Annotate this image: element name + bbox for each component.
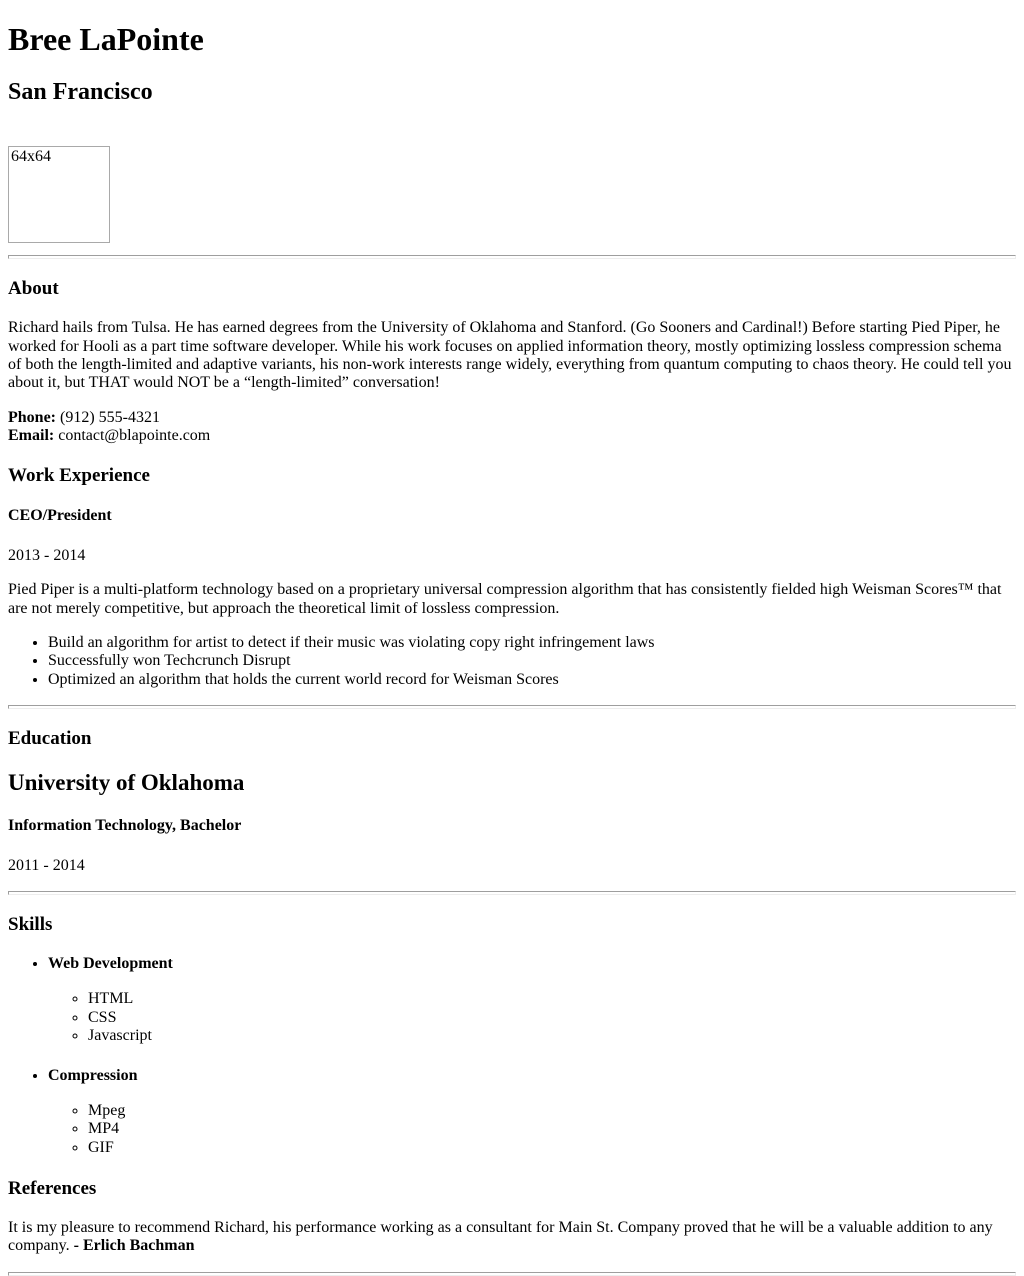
education-dates: 2011 - 2014	[8, 856, 85, 874]
highlight-item: • Optimized an algorithm that holds the current world record for Weisman Scores	[48, 671, 1016, 689]
skill-keyword: ◦ Mpeg	[88, 1102, 1016, 1120]
phone-value: (912) 555-4321	[60, 408, 160, 426]
skill-group	[48, 955, 1016, 1046]
skill-group-name: • Web Development	[48, 955, 173, 973]
skill-keyword: ◦ GIF	[88, 1139, 1016, 1157]
avatar: 64x64	[8, 146, 110, 243]
location-heading: San Francisco	[8, 78, 153, 105]
skill-keywords-list	[48, 990, 1016, 1045]
skill-group	[48, 1067, 1016, 1158]
skill-group-name: • Compression	[48, 1066, 138, 1084]
contact-block	[8, 409, 1016, 446]
divider	[8, 1272, 1016, 1276]
skill-keyword: ◦ CSS	[88, 1009, 1016, 1027]
resume-document	[8, 21, 1016, 1276]
skill-keyword: ◦ Javascript	[88, 1027, 1016, 1045]
job-summary: Pied Piper is a multi-platform technology based on a proprietary universal compression algorithm that has consistently fielded high Weisman Scores™ that are not merely competitive, but approach the theoretical limit of lossless compression.	[8, 581, 1002, 617]
divider	[8, 705, 1016, 709]
divider	[8, 891, 1016, 895]
skill-keyword: ◦ MP4	[88, 1120, 1016, 1138]
reference-attribution: - Erlich Bachman	[73, 1237, 195, 1255]
skill-keyword: ◦ HTML	[88, 990, 1016, 1008]
job-highlights-list	[8, 634, 1016, 689]
reference-text	[8, 1219, 1016, 1256]
references-heading: References	[8, 1178, 97, 1200]
highlight-item: • Successfully won Techcrunch Disrupt	[48, 652, 1016, 670]
highlight-item: • Build an algorithm for artist to detect if their music was violating copy right infringement laws	[48, 634, 1016, 652]
reference-quote: It is my pleasure to recommend Richard, his performance working as a consultant for Main St. Company proved that he will be a valuable addition to any company.	[8, 1219, 993, 1255]
skills-heading: Skills	[8, 914, 53, 936]
education-heading: Education	[8, 728, 92, 750]
skills-list	[8, 955, 1016, 1157]
skill-keywords-list	[48, 1102, 1016, 1157]
email-value: contact@blapointe.com	[58, 427, 211, 445]
school-name: University of Oklahoma	[8, 770, 245, 795]
page-title: Bree LaPointe	[8, 21, 204, 57]
about-heading: About	[8, 278, 59, 300]
divider	[8, 255, 1016, 259]
email-label: Email:	[8, 427, 55, 445]
about-summary: Richard hails from Tulsa. He has earned degrees from the University of Oklahoma and Stanford. (Go Sooners and Cardinal!) Before starting Pied Piper, he worked for Hooli as a part time software developer. While his work focuses on applied information theory, mostly optimizing lossless compression schema of both the length-limited and adaptive variants, his non-work interests range widely, everything from quantum computing to chaos theory. He could tell you about it, but THAT would NOT be a “length-limited” conversation!	[8, 319, 1012, 392]
job-position: CEO/President	[8, 507, 112, 525]
degree-name: Information Technology, Bachelor	[8, 817, 242, 835]
work-experience-heading: Work Experience	[8, 464, 150, 486]
avatar-container	[8, 146, 1016, 243]
job-dates: 2013 - 2014	[8, 546, 86, 564]
phone-label: Phone:	[8, 408, 56, 426]
